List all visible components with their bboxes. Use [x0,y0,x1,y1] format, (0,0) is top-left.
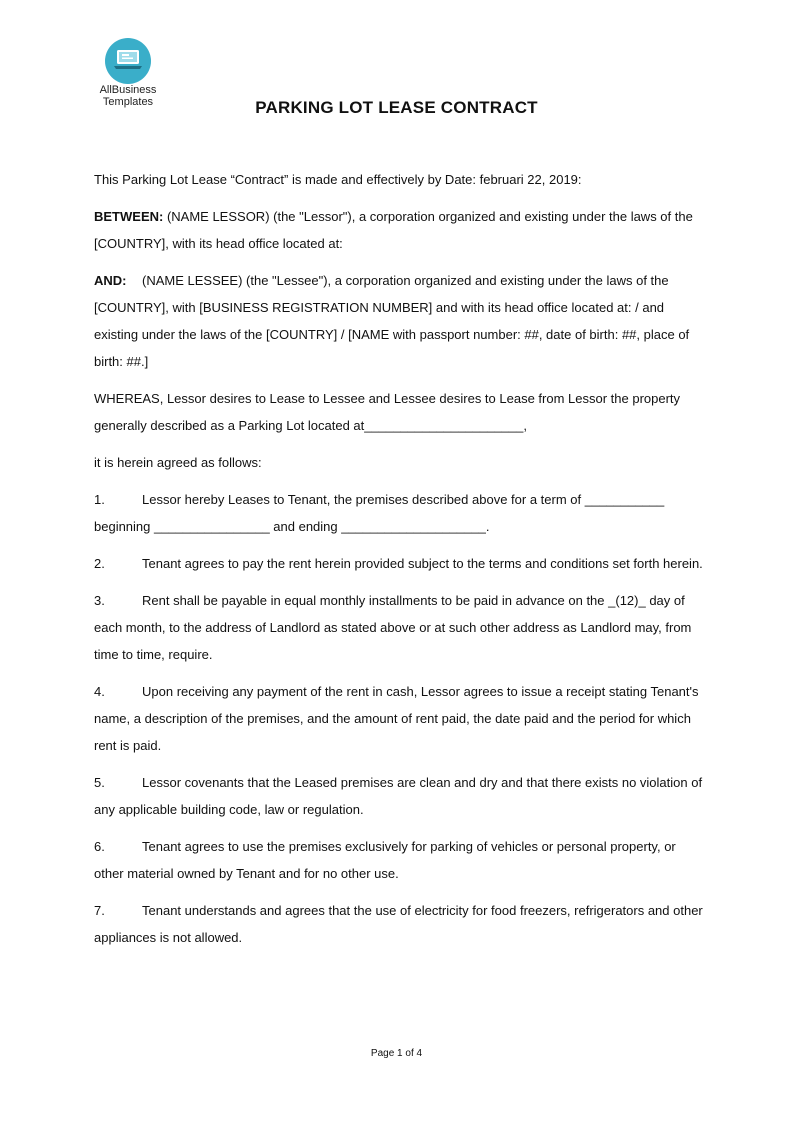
clause-text: Lessor hereby Leases to Tenant, the premises described above for a term of ___________ beginning ________________ and ending ____________________. [94,492,665,534]
clause-number: 6. [94,839,105,854]
clause-number: 3. [94,593,105,608]
laptop-icon [105,38,151,84]
clause-number: 4. [94,684,105,699]
clause-text: Tenant agrees to pay the rent herein provided subject to the terms and conditions set forth herein. [142,556,703,571]
clause-6 [94,833,704,887]
clause-number: 7. [94,903,105,918]
clause-2 [94,550,704,577]
clause-text: Lessor covenants that the Leased premises are clean and dry and that there exists no violation of any applicable building code, law or regulation. [94,775,703,817]
between-text: (NAME LESSOR) (the "Lessor"), a corporation organized and existing under the laws of the [COUNTRY], with its head office located at: [94,209,693,251]
document-title: PARKING LOT LEASE CONTRACT [255,98,538,117]
clause-number: 1. [94,492,105,507]
and-text: (NAME LESSEE) (the "Lessee"), a corporation organized and existing under the laws of the [COUNTRY], with [BUSINESS REGISTRATION NUMBER] and with its head office located at: / and existing under the laws of the [COUNTRY] / [NAME with passport number: ##, date of birth: ##, place of birth: ##.] [94,273,690,369]
agreed-paragraph: it is herein agreed as follows: [94,455,262,470]
between-paragraph [94,203,704,257]
logo-text-line2: Templates [102,96,154,108]
and-label: AND: [94,273,127,288]
intro-paragraph: This Parking Lot Lease “Contract” is made and effectively by Date: februari 22, 2019: [94,172,582,187]
clause-4 [94,678,704,759]
between-label: BETWEEN: [94,209,164,224]
page-number: Page 1 of 4 [370,1048,423,1059]
clause-text: Tenant understands and agrees that the use of electricity for food freezers, refrigerators and other appliances is not allowed. [94,903,703,945]
document-body [94,166,704,961]
clause-3 [94,587,704,668]
clause-number: 5. [94,775,105,790]
and-paragraph [94,267,704,375]
whereas-paragraph: WHEREAS, Lessor desires to Lease to Lessee and Lessee desires to Lease from Lessor the property generally described as a Parking Lot located at______________________, [94,391,681,433]
clause-number: 2. [94,556,105,571]
logo-text-line1: AllBusiness [99,84,157,96]
clause-1 [94,486,704,540]
clause-5 [94,769,704,823]
clause-7 [94,897,704,951]
clause-text: Upon receiving any payment of the rent in cash, Lessor agrees to issue a receipt stating Tenant's name, a description of the premises, and the amount of rent paid, the date paid and the period for which rent is paid. [94,684,699,753]
clause-text: Tenant agrees to use the premises exclusively for parking of vehicles or personal property, or other material owned by Tenant and for no other use. [94,839,676,881]
clause-text: Rent shall be payable in equal monthly installments to be paid in advance on the _(12)_ day of each month, to the address of Landlord as stated above or at such other address as Landlord may, from time to time, require. [94,593,692,662]
